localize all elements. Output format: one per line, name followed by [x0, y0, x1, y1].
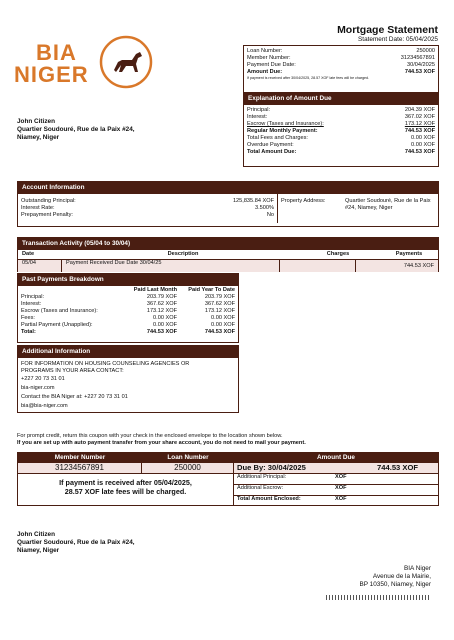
- table-row: Principal: 203.79 XOF 203.79 XOF: [21, 294, 235, 300]
- summary-row: Member Number: 31234567891: [247, 55, 435, 61]
- statement-title: Mortgage Statement: [337, 24, 438, 36]
- brand-name-line2: NIGER: [14, 62, 89, 87]
- table-row: Fees: 0.00 XOF 0.00 XOF: [21, 315, 235, 321]
- mailing-address: [17, 531, 135, 555]
- additional-website-link[interactable]: bia-niger.com: [21, 385, 55, 391]
- statement-date-value: 05/04/2025: [406, 36, 438, 43]
- horse-emblem-icon: [98, 34, 154, 90]
- explanation-row: Total Fees and Charges: 0.00 XOF: [247, 135, 435, 141]
- customer-name: John Citizen: [17, 118, 55, 125]
- additional-email-link[interactable]: bia@bia-niger.com: [21, 403, 68, 409]
- statement-date: [358, 36, 438, 44]
- account-row: Prepayment Penalty: No: [21, 212, 274, 218]
- transaction-header: Transaction Activity (05/04 to 30/04): [18, 238, 438, 250]
- additional-info-box: [17, 345, 239, 413]
- table-row: Interest: 367.62 XOF 367.62 XOF: [21, 301, 235, 307]
- table-row: Escrow (Taxes and Insurance): 173.12 XOF 173.12 XOF: [21, 308, 235, 314]
- total-enclosed-row[interactable]: Total Amount Enclosed: XOF: [237, 496, 347, 502]
- additional-phone[interactable]: +227 20 73 31 01: [21, 376, 65, 382]
- past-payments-box: [17, 273, 239, 343]
- explanation-row-total: Total Amount Due: 744.53 XOF: [247, 149, 435, 155]
- table-row-total: Total: 744.53 XOF 744.53 XOF: [21, 329, 235, 335]
- additional-contact: Contact the BIA Niger at: +227 20 73 31 01: [21, 394, 128, 400]
- return-address: [359, 565, 431, 589]
- brand-logo: [14, 38, 154, 98]
- transaction-box: [17, 237, 439, 272]
- account-info-header: Account Information: [18, 182, 438, 194]
- coupon-col-amount: Amount Due: [317, 454, 355, 461]
- coupon-due-amount: 744.53 XOF: [377, 463, 418, 472]
- table-row: 05/04 Payment Received Due Date 30/04/25 744.53 XOF: [18, 260, 438, 272]
- summary-row: Payment Due Date: 30/04/2025: [247, 62, 435, 68]
- payment-coupon: [17, 452, 439, 506]
- statement-date-label: Statement Date:: [358, 36, 405, 43]
- return-address-line1: BIA Niger: [404, 565, 431, 572]
- customer-address: [17, 118, 135, 142]
- coupon-due-by: Due By: 30/04/2025: [237, 463, 306, 472]
- coupon-col-loan: Loan Number: [167, 454, 209, 461]
- customer-address-line1: Quartier Soudouré, Rue de la Paix #24,: [17, 126, 135, 133]
- property-address-label: Property Address:: [281, 198, 326, 204]
- explanation-row: Principal: 204.39 XOF: [247, 107, 435, 113]
- explanation-row: Overdue Payment: 0.00 XOF: [247, 142, 435, 148]
- additional-line: FOR INFORMATION ON HOUSING COUNSELING AGENCIES OR: [21, 361, 190, 367]
- additional-escrow-row[interactable]: Additional Escrow: XOF: [234, 485, 438, 496]
- customer-address-line2: Niamey, Niger: [17, 134, 60, 141]
- mailing-name: John Citizen: [17, 531, 55, 538]
- explanation-row: Escrow (Taxes and Insurance): 173.12 XOF: [247, 121, 435, 127]
- account-info-box: [17, 181, 439, 227]
- postal-barcode: [326, 595, 431, 600]
- explanation-header: Explanation of Amount Due: [244, 93, 438, 105]
- mailing-address-line1: Quartier Soudouré, Rue de la Paix #24,: [17, 539, 135, 546]
- col-charges: Charges: [326, 251, 350, 257]
- col-description: Description: [167, 251, 199, 257]
- return-address-line2: Avenue de la Mairie,: [372, 573, 431, 580]
- additional-line: PROGRAMS IN YOUR AREA CONTACT:: [21, 368, 124, 374]
- summary-row: Loan Number: 250000: [247, 48, 435, 54]
- return-address-line3: BP 10350, Niamey, Niger: [359, 581, 431, 588]
- summary-row-amount-due: Amount Due: 744.53 XOF: [247, 69, 435, 75]
- past-payments-columns: Paid Last Month Paid Year To Date: [133, 287, 235, 293]
- coupon-late-line2: 28.57 XOF late fees will be charged.: [64, 487, 187, 496]
- account-row: Interest Rate: 3.500%: [21, 205, 274, 211]
- brand-name-line1: BIA: [36, 40, 77, 65]
- summary-box: [243, 45, 439, 93]
- coupon-autopay-note: If you are set up with auto payment transfer from your share account, you do not need to mail your payment.: [17, 440, 306, 446]
- property-address-value: Quartier Soudouré, Rue de la Paix #24, Niamey, Niger: [345, 198, 431, 211]
- explanation-row: Regular Monthly Payment: 744.53 XOF: [247, 128, 435, 134]
- past-payments-header: Past Payments Breakdown: [18, 274, 238, 286]
- additional-info-header: Additional Information: [18, 346, 238, 358]
- coupon-col-member: Member Number: [54, 454, 106, 461]
- mailing-address-line2: Niamey, Niger: [17, 547, 60, 554]
- explanation-box: [243, 92, 439, 167]
- table-row: Partial Payment (Unapplied): 0.00 XOF 0.00 XOF: [21, 322, 235, 328]
- explanation-row: Interest: 367.02 XOF: [247, 114, 435, 120]
- coupon-instruction: For prompt credit, return this coupon with your check in the enclosed envelope to the location shown below.: [17, 433, 283, 439]
- coupon-late-line1: If payment is received after 05/04/2025,: [59, 478, 192, 487]
- col-payments: Payments: [395, 251, 423, 257]
- account-row: Outstanding Principal: 125,835.84 XOF: [21, 198, 274, 204]
- additional-principal-row[interactable]: Additional Principal: XOF: [234, 474, 438, 485]
- coupon-member-number: 31234567891: [18, 463, 142, 473]
- coupon-loan-number: 250000: [142, 463, 234, 473]
- late-fee-note: If payment is received after 30/04/2025, 28.57 XOF late fees will be charged.: [247, 76, 370, 80]
- col-date: Date: [22, 251, 35, 257]
